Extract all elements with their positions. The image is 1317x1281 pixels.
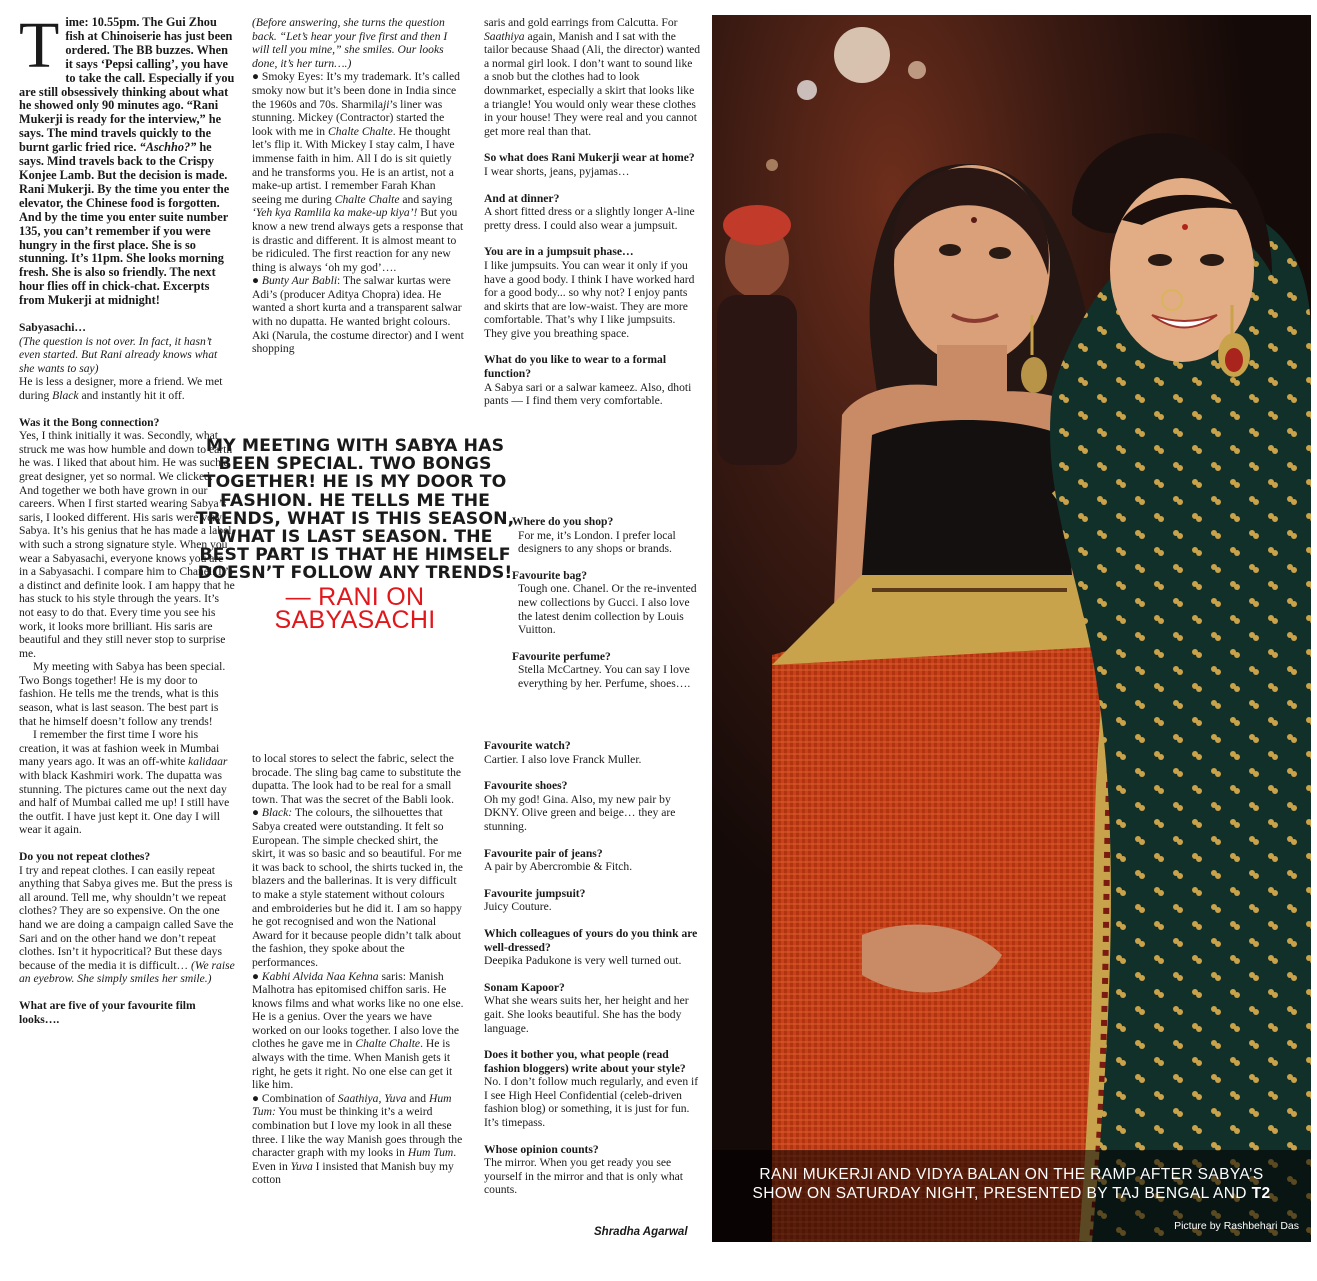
answer: Oh my god! Gina. Also, my new pair by DKNY. Olive green and beige… they are stunning.: [484, 792, 676, 833]
answer: A short fitted dress or a slightly longer A-line pretty dress. I could also wear a jumpsuit.: [484, 205, 695, 232]
question: Does it bother you, what people (read fashion bloggers) write about your style?: [484, 1048, 686, 1075]
photo: [712, 15, 1311, 1242]
answer: He is less a designer, more a friend. We met during Black and instantly hit it off.: [19, 375, 223, 402]
answer: I try and repeat clothes. I can easily repeat anything that Sabya gives me. But the press is all around. Tell me, why shouldn’t we repeat clothes? They are so expensive. On the one hand we are doing a campaign called Save the Sari and on the other hand we don’t repeat clothes. Isn’t it hypocritical? But these days because of the media it is difficult… (We raise an eyebrow. She simply smiles her smile.): [19, 863, 235, 986]
question: So what does Rani Mukerji wear at home?: [484, 151, 695, 165]
question: Do you not repeat clothes?: [19, 850, 151, 863]
answer: Stella McCartney. You can say I love everything by her. Perfume, shoes….: [518, 663, 691, 690]
question: Whose opinion counts?: [484, 1142, 599, 1156]
photo-illustration: [712, 15, 1311, 1242]
byline: Shradha Agarwal: [594, 1226, 688, 1238]
answer: Yes, I think initially it was. Secondly, what struck me was how humble and down to earth he was. I liked that about him. He was such a great designer, yet so normal. We clicked. And together we both have grown in our careers. When I first started wearing Sabya’s saris, I looked different. His saris were very Sabya. It’s his genius that he has made a label with such a strong signature style. When you wear a Sabyasachi, everyone knows you are in a Sabyasachi. I compare him to Chanel. It’s a distinct and definite look. I am happy that he has stuck to his style through the years. It’s not easy to do that. Every time you see his work, it looks more brilliant. His saris are beautiful and they still never stop to surprise me.: [19, 429, 235, 660]
column-2-bottom: [252, 752, 464, 1187]
question: Favourite perfume?: [512, 649, 611, 663]
answer: to local stores to select the fabric, select the brocade. The sling bag came to substitute the dupatta. The look had to be real for a small town. That was the secret of the Babli look.: [252, 752, 462, 806]
question: You are in a jumpsuit phase…: [484, 245, 634, 259]
pull-quote-text: MY MEETING WITH SABYA HAS BEEN SPECIAL. TWO BONGS TOGETHER! HE IS MY DOOR TO FASHION. HE TELLS ME THE TRENDS, WHAT IS THIS SEASON, WHAT IS LAST SEASON. THE BEST PART IS THAT HE HIMSELF DOESN’T FOLLOW ANY TRENDS!: [195, 436, 515, 584]
answer: My meeting with Sabya has been special. Two Bongs together! He is my door to fashion. He tells me the trends, what is this season, what is last season. The best part is that he himself doesn’t follow any trends!: [19, 660, 226, 728]
aside-note: (Before answering, she turns the question back. “Let’s hear your five first and then I will tell you mine,” she smiles. Our looks done, it’s her turn….): [252, 16, 448, 70]
question: And at dinner?: [484, 191, 560, 205]
look-bunty-aur-babli: ● Bunty Aur Babli: The salwar kurtas were Adi’s (producer Aditya Chopra) idea. He wanted a short kurta and a transparent salwar with no dupatta. He wanted bright colours. Aki (Narula, the costume director) and I went shopping: [252, 274, 464, 356]
answer: What she wears suits her, her height and her gait. She looks beautiful. She has the body language.: [484, 994, 689, 1035]
question: Sonam Kapoor?: [484, 980, 565, 994]
pull-quote-attribution: — RANI ON SABYASACHI: [274, 582, 436, 634]
look-combination: ● Combination of Saathiya, Yuva and Hum Tum: You must be thinking it’s a weird combination but I love my look in all these three. I like the way Manish goes through the character graph with my looks in Hum Tum. Even in Yuva I insisted that Manish buy my cotton: [252, 1091, 463, 1187]
question: Favourite watch?: [484, 739, 571, 752]
question: Was it the Bong connection?: [19, 415, 160, 429]
question: Favourite jumpsuit?: [484, 886, 586, 900]
answer: Juicy Couture.: [484, 900, 552, 914]
column-3-top: [484, 16, 700, 408]
question: What do you like to wear to a formal function?: [484, 353, 667, 381]
question: Favourite bag?: [512, 568, 588, 582]
drop-cap: T: [19, 9, 60, 82]
intro-paragraph: Time: 10.55pm. The Gui Zhou fish at Chinoiserie has just been ordered. The BB buzzes. When it says ‘Pepsi calling’, you have to take the call. Especially if you are still obsessively thinking about what he showed only 90 minutes ago. “Rani Mukerji is ready for the interview,” he says. The mind travels quickly to the burnt garlic fried rice. “Aschho?” he says. Mind travels back to the Crispy Konjee Lamb. But the decision is made. Rani Mukerji. By the time you enter the elevator, the Chinese food is forgotten. And by the time you enter suite number 135, you can’t remember if you were hungry in the first place. She is so stunning. It’s 11pm. She looks morning fresh. She is also so friendly. The next hour flies off in chick-chat. Excerpts from Mukerji at midnight!: [19, 9, 235, 308]
answer: I remember the first time I wore his creation, it was at fashion week in Mumbai many years ago. It was an off-white kalidaar with black Kashmiri work. The dupatta was stunning. The pictures came out the next day and half of Mumbai called me up! I still have the outfit. I have just kept it. One day I will wear it again.: [19, 728, 230, 837]
look-kank: ● Kabhi Alvida Naa Kehna saris: Manish Malhotra has epitomised chiffon saris. He knows films and what works like no one else. He is a genius. Over the years we have worked on our looks together. I also love the clothes he gave me in Chalte Chalte. He is always with the time. When Manish gets it right, he gets it right. No one else can get it like him.: [252, 969, 464, 1092]
question: Favourite pair of jeans?: [484, 846, 603, 860]
look-black: ● Black: The colours, the silhouettes that Sabya created were outstanding. It felt so European. The simple checked shirt, the skirt, it was so basic and so beautiful. For me it was back to school, the shirts tucked in, the blazers and the ballerinas. It is very difficult to make a style statement without colours and embroideries but he did it. I am so happy he got recognised and won the National Award for it because people didn’t talk about the fashion, they spoke about the performances.: [252, 806, 463, 969]
question: Where do you shop?: [512, 515, 614, 528]
answer: Deepika Padukone is very well turned out.: [484, 954, 682, 968]
question: Sabyasachi…: [19, 321, 87, 335]
look-smoky-eyes: ● Smoky Eyes: It’s my trademark. It’s called smoky now but it’s been done in India since the 1960s and 70s. Sharmilaji’s liner was stunning. Mickey (Contractor) started the look with me in Chalte Chalte. He thought let’s flip it. With Mickey I stay calm, I have immense faith in him. All I do is sit quietly and he transforms you. He is an artist, not a make-up artist. I remember Farah Khan seeing me during Chalte Chalte and saying ‘Yeh kya Ramlila ka make-up kiya’! But you know a new trend always gets a response that is drastic and different. It is almost meant to be ridiculed. The first reaction for any new thing is always ‘oh my god’….: [252, 70, 464, 274]
column-3-wrap: [512, 502, 700, 691]
answer: A Sabya sari or a salwar kameez. Also, dhoti pants — I find them very comfortable.: [484, 380, 692, 408]
answer: For me, it’s London. I prefer local designers to any shops or brands.: [518, 528, 676, 556]
pull-quote: [190, 437, 520, 632]
answer: Cartier. I also love Franck Muller.: [484, 752, 642, 766]
question: Which colleagues of yours do you think are well-dressed?: [484, 926, 698, 954]
answer: No. I don’t follow much regularly, and even if I see High Heel Confidential (celeb-driven fashion blog) or something, it is just for fun. It’s timepass.: [484, 1075, 699, 1130]
t2-logo: T2: [1251, 1185, 1271, 1202]
answer: Tough one. Chanel. Or the re-invented new collections by Gucci. I also love the latest denim collection by Louis Vuitton.: [518, 582, 697, 637]
answer: I like jumpsuits. You can wear it only if you have a good body. I think I have worked hard for a good body... so why not? I enjoy pants and skirts that are low-waist. They are more comfortable. That’s why I like jumpsuits. They give you breathing space.: [484, 258, 695, 340]
answer: The mirror. When you get ready you see yourself in the mirror and that is only what counts.: [484, 1156, 683, 1197]
answer: I wear shorts, jeans, pyjamas…: [484, 164, 630, 178]
column-3-bottom: [484, 726, 700, 1197]
aside-note: (The question is not over. In fact, it hasn’t even started. But Rani already knows what she wants to say): [19, 334, 218, 375]
photo-caption: RANI MUKERJI AND VIDYA BALAN ON THE RAMP AFTER SABYA’S SHOW ON SATURDAY NIGHT, PRESENTED BY TAJ BENGAL AND T2: [752, 1166, 1271, 1202]
column-2-top: [252, 16, 464, 356]
photo-credit: Picture by Rashbehari Das: [1174, 1220, 1299, 1232]
answer: saris and gold earrings from Calcutta. For Saathiya again, Manish and I sat with the tailor because Shaad (Ali, the director) wanted a normal girl look. I don’t want to sound like a snob but the clothes had to look downmarket, especially a skirt that looks like a triangle! You would only wear these clothes in your house! They were real and you cannot get more real than that.: [484, 16, 701, 138]
question: What are five of your favourite film looks….: [19, 998, 196, 1026]
question: Favourite shoes?: [484, 779, 568, 793]
answer: A pair by Abercrombie & Fitch.: [484, 860, 633, 874]
